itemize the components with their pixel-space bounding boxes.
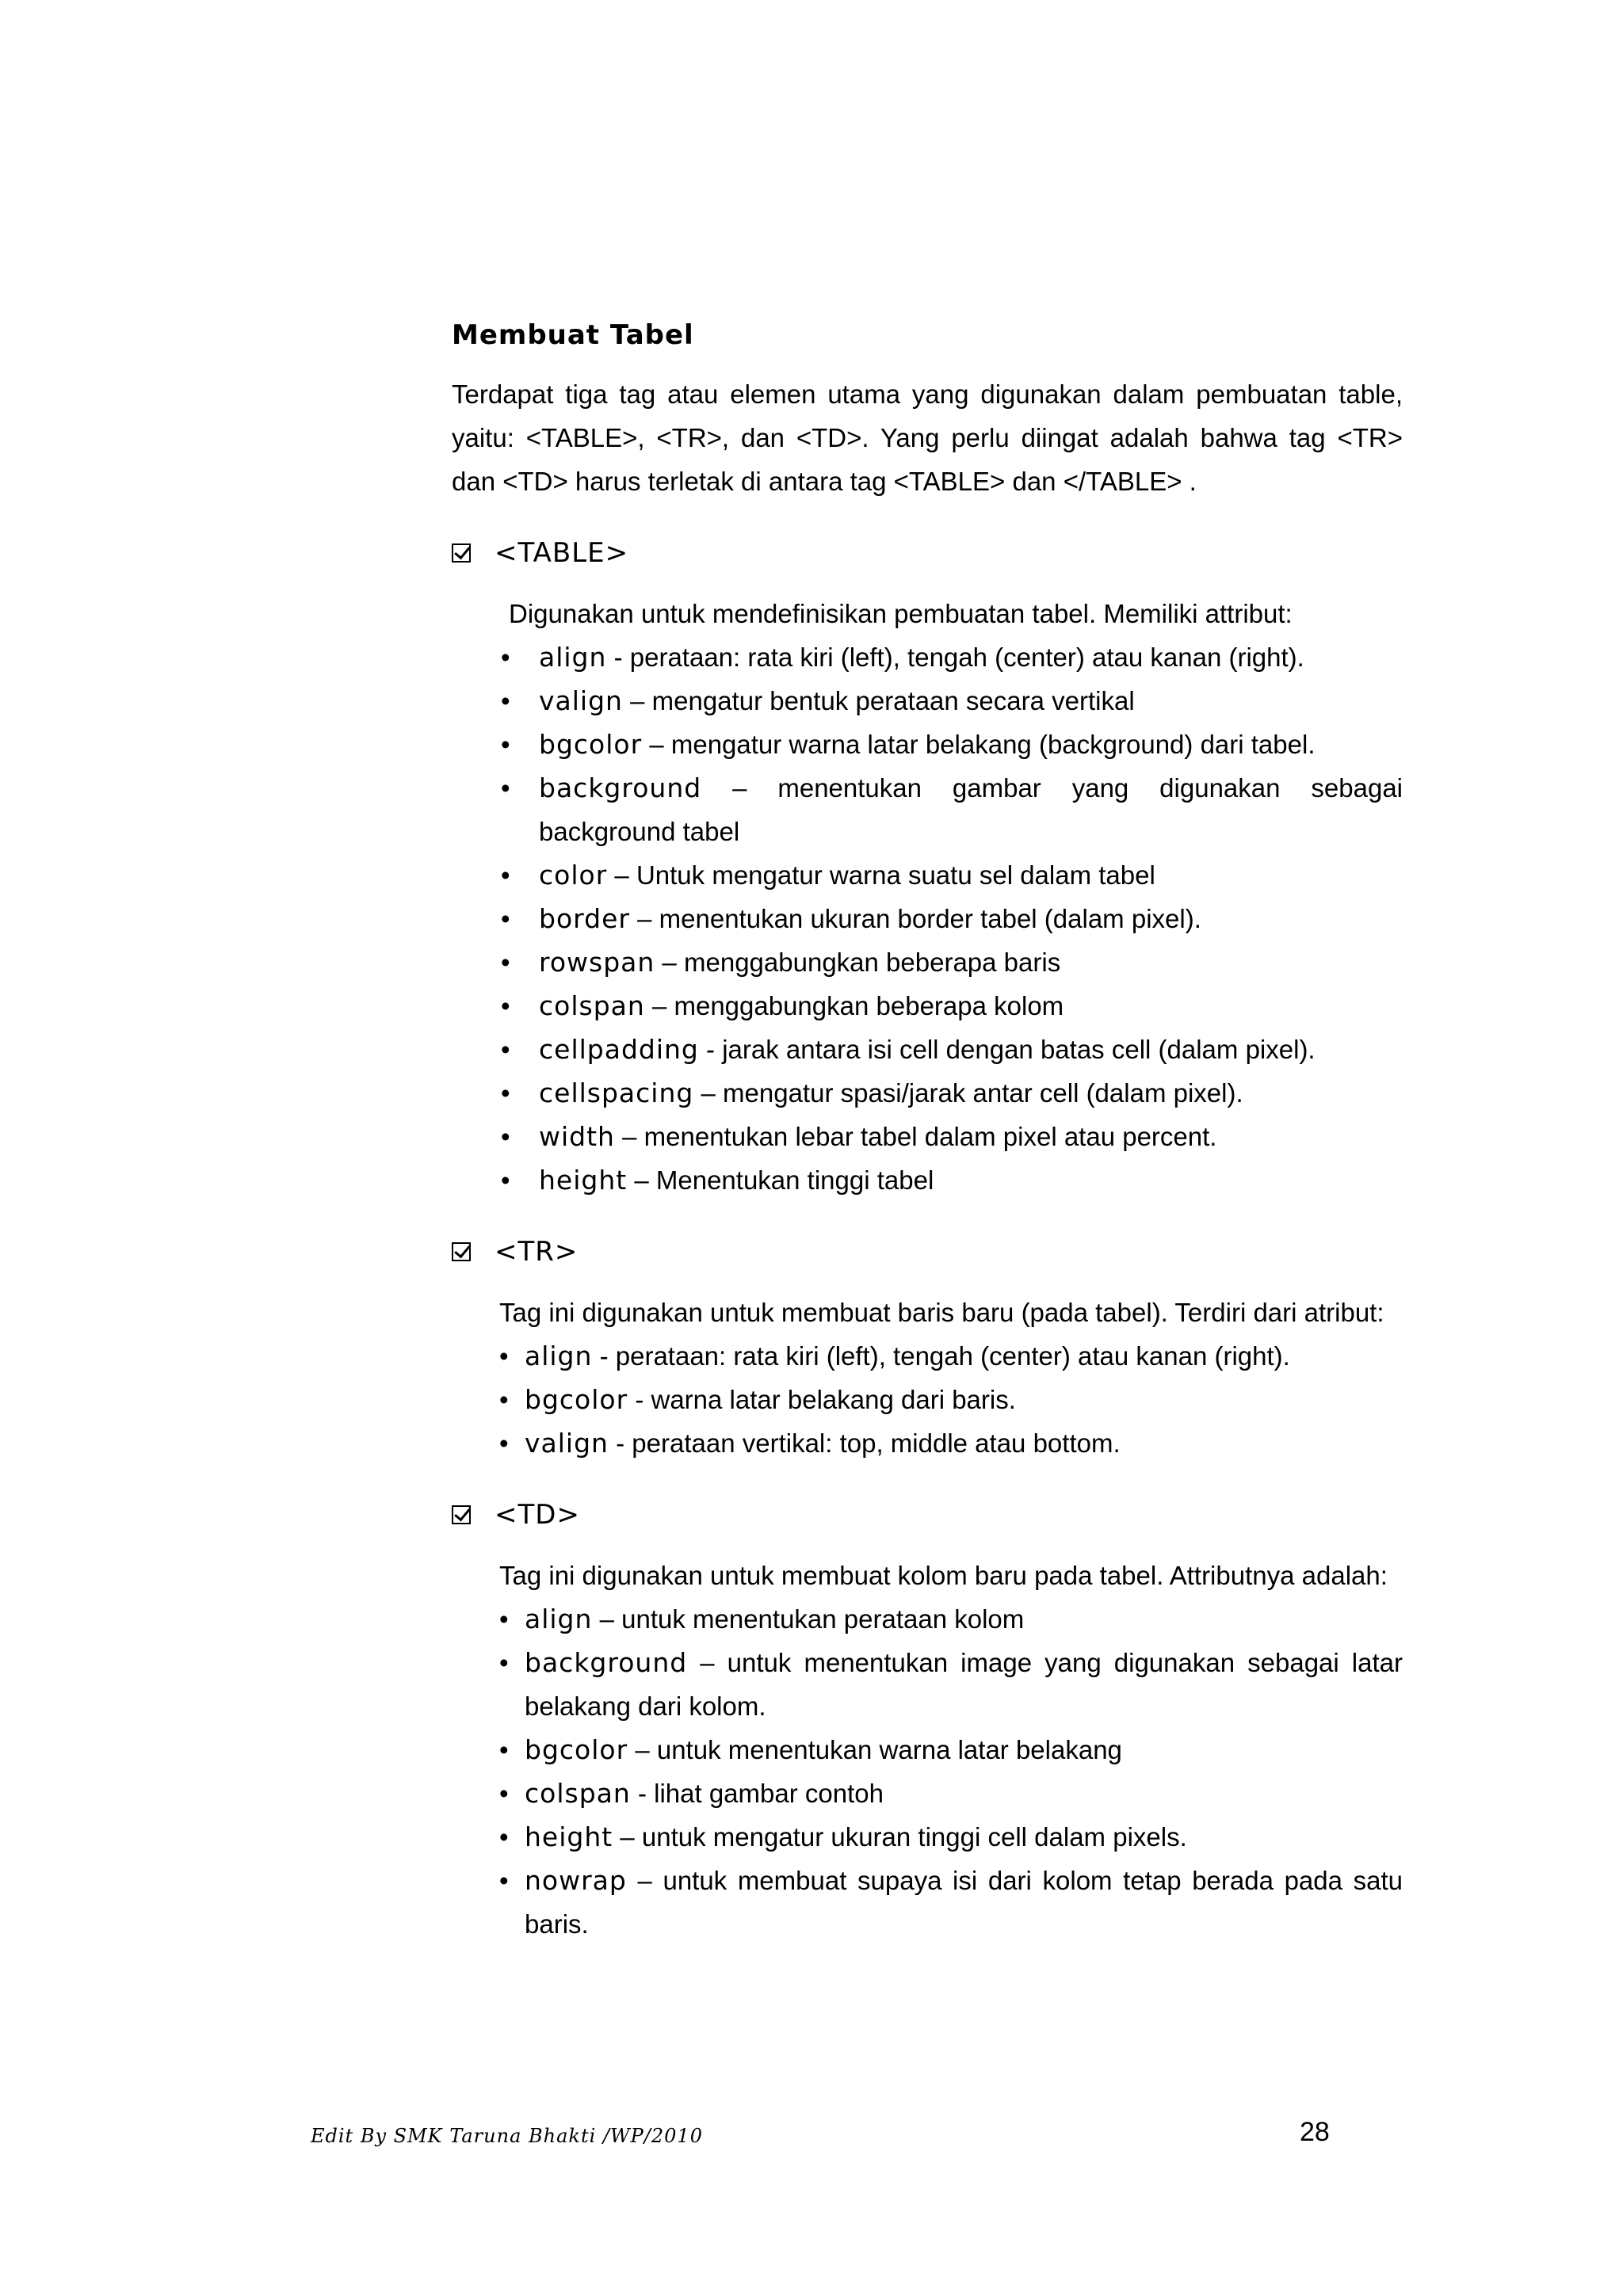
attribute-term: colspan [539,990,645,1021]
attribute-text: – menggabungkan beberapa kolom [644,991,1064,1020]
attribute-list [452,1597,1403,1946]
attribute-term: align [539,642,607,673]
list-item [452,897,1403,940]
attribute-term: align [525,1341,593,1371]
bullet-icon: • [501,1122,510,1151]
attribute-text: - perataan: rata kiri (left), tengah (center) atau kanan (right). [592,1341,1290,1371]
bullet-icon: • [499,1866,509,1895]
attribute-term: bgcolor [525,1734,628,1765]
list-item [452,1641,1403,1728]
attribute-term: rowspan [539,947,655,978]
bullet-icon: • [499,1779,509,1808]
list-item [452,940,1403,984]
attribute-text: – untuk menentukan image yang digunakan sebagai latar belakang dari kolom. [525,1648,1403,1721]
attribute-text: – untuk membuat supaya isi dari kolom tetap berada pada satu baris. [525,1866,1403,1939]
attribute-text: – menggabungkan beberapa baris [655,948,1061,977]
attribute-text: – untuk mengatur ukuran tinggi cell dalam pixels. [613,1822,1187,1852]
attribute-term: valign [539,685,623,716]
list-item [452,853,1403,897]
attribute-text: – Menentukan tinggi tabel [627,1165,934,1195]
attribute-term: colspan [525,1778,631,1809]
document-page [452,317,1403,1946]
list-item [452,1772,1403,1815]
attribute-text: – menentukan gambar yang digunakan sebagai background tabel [539,773,1403,846]
attribute-text: – untuk menentukan warna latar belakang [628,1735,1122,1764]
list-item [452,1071,1403,1115]
section-tr [452,1234,1403,1465]
checked-box-icon [452,1505,471,1524]
section-td [452,1497,1403,1946]
attribute-text: - warna latar belakang dari baris. [628,1385,1016,1414]
attribute-text: - jarak antara isi cell dengan batas cell (dalam pixel). [698,1035,1316,1064]
attribute-text: - perataan vertikal: top, middle atau bottom. [608,1428,1121,1458]
section-title: <TD> [495,1499,580,1531]
attribute-text: - perataan: rata kiri (left), tengah (center) atau kanan (right). [606,643,1304,672]
bullet-icon: • [501,948,510,977]
bullet-icon: • [499,1604,509,1634]
attribute-term: background [539,772,702,803]
section-title: <TR> [495,1236,579,1268]
bullet-icon: • [499,1341,509,1371]
intro-paragraph: Terdapat tiga tag atau elemen utama yang digunakan dalam pembuatan table, yaitu: <TABLE>, <TR>, dan <TD>. Yang perlu diingat adalah bahwa tag <TR> dan <TD> harus terletak di antara tag <TABLE> dan </TABLE> . [452,379,1403,496]
bullet-icon: • [501,773,510,803]
bullet-icon: • [501,904,510,933]
attribute-term: valign [525,1428,609,1459]
attribute-term: width [539,1121,615,1152]
checked-box-icon [452,1242,471,1261]
attribute-text: – menentukan ukuran border tabel (dalam pixel). [629,904,1201,933]
attribute-term: nowrap [525,1865,627,1896]
list-item [452,1028,1403,1071]
attribute-term: bgcolor [525,1384,628,1415]
section-title: <TABLE> [495,537,629,569]
bullet-icon: • [499,1428,509,1458]
list-item [452,1378,1403,1421]
bullet-icon: • [501,1078,510,1108]
attribute-list [452,635,1403,1202]
section-header [452,535,1403,571]
bullet-icon: • [499,1735,509,1764]
list-item [452,1158,1403,1202]
attribute-list [452,1334,1403,1465]
list-item [452,1115,1403,1158]
list-item [452,1728,1403,1772]
bullet-icon: • [501,1165,510,1195]
attribute-text: – untuk menentukan perataan kolom [592,1604,1025,1634]
checked-box-icon [452,543,471,563]
attribute-term: height [539,1165,628,1196]
attribute-text: – menentukan lebar tabel dalam pixel atau percent. [614,1122,1217,1151]
attribute-term: color [539,860,608,891]
list-item [452,1859,1403,1946]
bullet-icon: • [501,860,510,890]
page-heading: Membuat Tabel [452,319,694,351]
bullet-icon: • [499,1648,509,1677]
attribute-term: align [525,1604,593,1634]
attribute-term: background [525,1647,688,1678]
attribute-text: – mengatur warna latar belakang (background) dari tabel. [642,730,1316,759]
list-item [452,679,1403,723]
list-item [452,984,1403,1028]
list-item [452,766,1403,853]
bullet-icon: • [501,1035,510,1064]
attribute-term: border [539,903,630,934]
attribute-term: height [525,1821,613,1852]
bullet-icon: • [501,643,510,672]
list-item [452,1421,1403,1465]
attribute-text: – mengatur bentuk perataan secara vertikal [622,686,1135,715]
list-item [452,1597,1403,1641]
section-table [452,535,1403,1202]
footer-credit: Edit By SMK Taruna Bhakti /WP/2010 [311,2125,703,2147]
page-number: 28 [1300,2117,1330,2147]
bullet-icon: • [501,730,510,759]
attribute-term: bgcolor [539,729,643,760]
attribute-text: – Untuk mengatur warna suatu sel dalam tabel [607,860,1155,890]
bullet-icon: • [499,1385,509,1414]
list-item [452,1815,1403,1859]
bullet-icon: • [499,1822,509,1852]
section-description: Digunakan untuk mendefinisikan pembuatan tabel. Memiliki attribut: [509,599,1293,628]
section-description: Tag ini digunakan untuk membuat baris baru (pada tabel). Terdiri dari atribut: [499,1298,1384,1327]
list-item [452,723,1403,766]
section-header [452,1234,1403,1270]
attribute-text: – mengatur spasi/jarak antar cell (dalam pixel). [693,1078,1243,1108]
attribute-term: cellspacing [539,1077,694,1108]
attribute-text: - lihat gambar contoh [630,1779,884,1808]
section-description: Tag ini digunakan untuk membuat kolom baru pada tabel. Attributnya adalah: [499,1561,1388,1590]
attribute-term: cellpadding [539,1034,699,1065]
bullet-icon: • [501,991,510,1020]
list-item [452,635,1403,679]
bullet-icon: • [501,686,510,715]
section-header [452,1497,1403,1533]
list-item [452,1334,1403,1378]
